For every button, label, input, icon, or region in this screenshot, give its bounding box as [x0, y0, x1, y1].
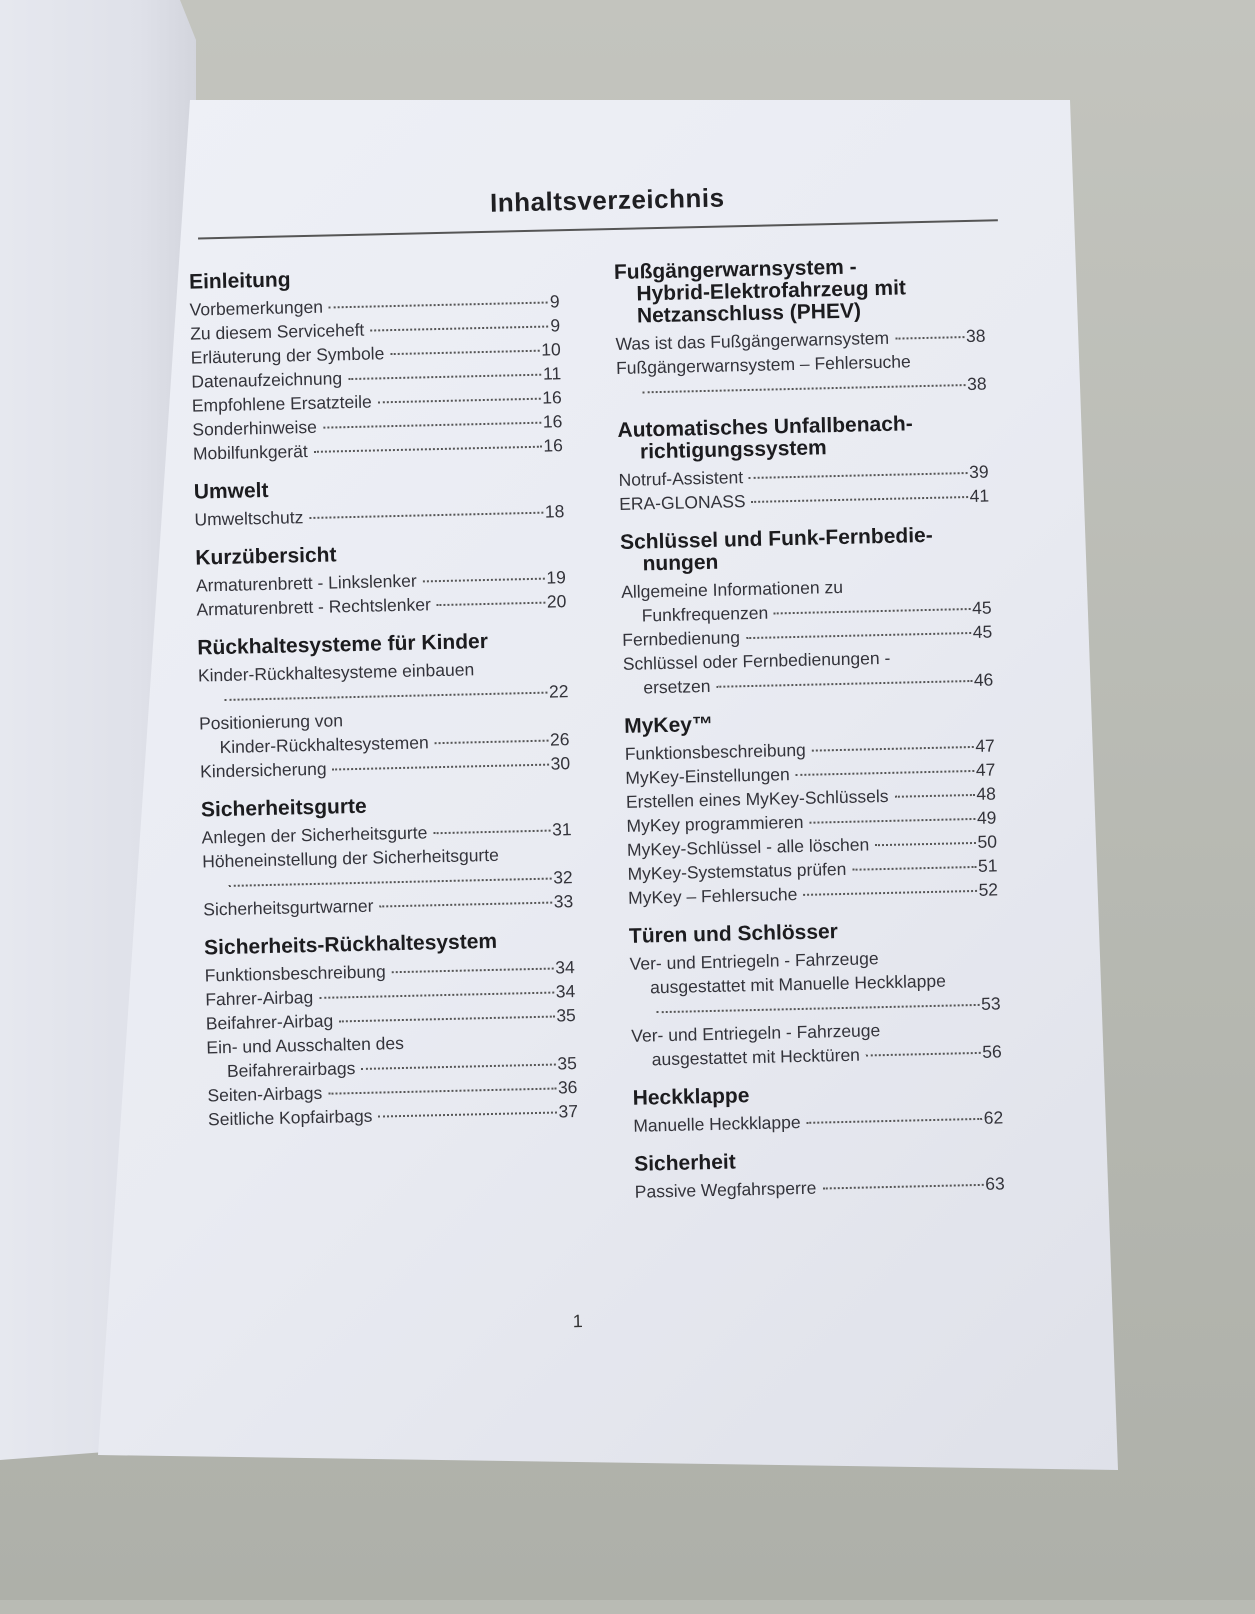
entry-page-number: 34 [554, 957, 575, 978]
dot-leader [749, 472, 967, 479]
dot-leader [894, 794, 974, 798]
entry-page-number: 45 [972, 621, 993, 642]
entry-page-number: 48 [976, 783, 997, 804]
entry-page-number: 41 [969, 485, 990, 506]
toc-section [201, 791, 574, 921]
dot-leader [437, 602, 545, 606]
toc-entry[interactable] [616, 348, 987, 404]
section-heading-line: Sicherheits-Rückhaltesystem [203, 929, 498, 960]
entry-title: Passive Wegfahrsperre [634, 1177, 817, 1202]
entry-page-number: 20 [546, 591, 567, 612]
entry-title: Mobilfunkgerät [192, 441, 308, 464]
toc-section [195, 539, 567, 621]
dot-leader [433, 830, 550, 835]
section-heading [197, 629, 567, 659]
section-heading [201, 791, 571, 821]
dot-leader [796, 770, 974, 776]
dot-leader [319, 992, 554, 999]
entry-title: Manuelle Heckklappe [633, 1111, 801, 1136]
entry-title: Vorbemerkungen [189, 296, 324, 320]
entry-title: Armaturenbrett - Linkslenker [195, 570, 417, 596]
section-heading [629, 917, 999, 947]
dot-leader [657, 1004, 979, 1013]
page-number: 1 [572, 1310, 583, 1332]
section-heading [617, 412, 988, 464]
entry-page-number: 37 [558, 1101, 579, 1122]
entry-title: Empfohlene Ersatzteile [191, 391, 372, 416]
entry-title: Positionierung von [198, 710, 344, 734]
toc-section [614, 254, 987, 404]
toc-section [624, 708, 998, 910]
entry-title-continued: Kinder-Rückhaltesystemen [219, 732, 429, 758]
entry-page-number: 22 [548, 681, 569, 702]
entry-page-number: 30 [550, 753, 571, 774]
entry-title: MyKey – Fehlersuche [627, 884, 798, 908]
entry-title: Fahrer-Airbag [205, 987, 314, 1010]
section-heading-line: Fußgängerwarnsystem - [613, 255, 857, 285]
dot-leader [333, 764, 549, 771]
entry-title: Fußgängerwarnsystem – Fehlersuche [615, 351, 911, 378]
entry-title: Was ist das Fußgängerwarnsystem [615, 327, 890, 354]
entry-title: Sicherheitsgurtwarner [203, 895, 374, 920]
dot-leader [229, 878, 551, 887]
section-heading-line: Umwelt [193, 478, 269, 504]
dot-leader [378, 1112, 556, 1118]
entry-page-number: 18 [544, 501, 565, 522]
section-heading-line: Türen und Schlösser [628, 920, 839, 948]
section-heading-line: Kurzübersicht [195, 543, 337, 570]
dot-leader [423, 578, 545, 583]
entry-title: MyKey-Systemstatus prüfen [627, 858, 847, 884]
section-heading-line: richtigungssystem [639, 436, 827, 464]
dot-leader [329, 302, 548, 309]
entry-title: Kinder-Rückhaltesysteme einbauen [197, 659, 475, 686]
entry-page-number: 53 [980, 993, 1001, 1014]
dot-leader [392, 968, 554, 974]
dot-leader [746, 632, 971, 639]
entry-title: Datenaufzeichnung [191, 368, 343, 392]
entry-page-number: 36 [557, 1077, 578, 1098]
section-heading [195, 539, 565, 569]
dot-leader [390, 350, 539, 355]
dot-leader [895, 336, 964, 340]
toc-section [189, 263, 563, 465]
entry-page-number: 9 [549, 291, 560, 312]
entry-page-number: 16 [543, 435, 564, 456]
toc-entry[interactable] [623, 644, 994, 700]
section-heading [620, 524, 991, 576]
toc-entry[interactable] [194, 499, 564, 531]
toc-section [620, 524, 994, 700]
entry-title: Erläuterung der Symbole [190, 343, 385, 368]
dot-leader [328, 1088, 556, 1095]
entry-title: Umweltschutz [194, 507, 304, 530]
section-heading-line: Automatisches Unfallbenach- [617, 412, 913, 442]
entry-title: Fernbedienung [622, 627, 741, 650]
entry-page-number: 33 [553, 891, 574, 912]
entry-page-number: 50 [977, 831, 998, 852]
entry-title-continued: ausgestattet mit Hecktüren [651, 1044, 861, 1070]
dot-leader [812, 746, 974, 752]
entry-title: Zu diesem Serviceheft [189, 319, 365, 344]
entry-title: Sonderhinweise [192, 416, 318, 440]
entry-page-number: 32 [552, 867, 573, 888]
entry-title: MyKey-Schlüssel - alle löschen [626, 834, 870, 860]
entry-title-continued: Funkfrequenzen [641, 602, 769, 626]
dot-leader [803, 890, 976, 896]
entry-page-number: 35 [556, 1005, 577, 1026]
dot-leader [309, 512, 543, 519]
dot-leader [314, 446, 542, 453]
section-heading-line: Sicherheitsgurte [200, 794, 367, 822]
entry-title: Armaturenbrett - Rechtslenker [196, 594, 432, 620]
toc-entry[interactable] [631, 1015, 1002, 1071]
entry-title: Allgemeine Informationen zu [620, 576, 844, 602]
entry-page-number: 52 [978, 879, 999, 900]
dot-leader [339, 1016, 554, 1023]
section-heading [204, 929, 574, 959]
dot-leader [852, 866, 976, 871]
dot-leader [875, 842, 975, 846]
dot-leader [225, 692, 547, 701]
entry-page-number: 38 [965, 325, 986, 347]
entry-page-number: 16 [542, 387, 562, 408]
entry-title: Ver- und Entriegeln - Fahrzeuge [631, 1020, 881, 1046]
entry-title: Funktionsbeschreibung [624, 739, 806, 764]
section-heading [632, 1079, 1002, 1109]
dot-leader [348, 374, 541, 380]
entry-page-number: 47 [975, 735, 995, 756]
entry-title: Ver- und Entriegeln - Fahrzeuge [629, 948, 879, 974]
dot-leader [716, 680, 971, 688]
entry-page-number: 31 [551, 819, 572, 840]
toc-entry[interactable] [198, 655, 569, 711]
dot-leader [643, 384, 965, 393]
entry-page-number: 56 [982, 1041, 1002, 1062]
entry-page-number: 51 [977, 855, 998, 876]
toc-entry[interactable] [206, 1027, 577, 1083]
entry-page-number: 39 [968, 461, 989, 483]
dot-leader [379, 902, 551, 908]
entry-page-number: 45 [971, 597, 992, 618]
section-heading-line: Netzanschluss (PHEV) [636, 299, 862, 328]
dot-leader [323, 422, 541, 429]
toc-entry[interactable] [621, 572, 992, 628]
section-heading [614, 254, 985, 328]
section-heading-line: nungen [642, 550, 719, 576]
toc-entry[interactable] [633, 1105, 1003, 1137]
entry-page-number: 47 [975, 759, 996, 780]
entry-title: Anlegen der Sicherheitsgurte [201, 822, 428, 848]
toc-section [197, 629, 570, 783]
dot-leader [361, 1064, 555, 1070]
entry-page-number: 35 [557, 1053, 578, 1074]
entry-title: Seiten-Airbags [207, 1082, 323, 1106]
toc-entry[interactable] [635, 1171, 1005, 1203]
toc-right-column [614, 254, 1006, 1220]
entry-page-number: 62 [983, 1107, 1004, 1128]
toc-entry[interactable] [199, 703, 570, 759]
dot-leader [866, 1052, 980, 1057]
entry-title-continued: ersetzen [643, 675, 711, 698]
entry-title: Erstellen eines MyKey-Schlüssels [625, 785, 889, 812]
dot-leader [807, 1118, 982, 1124]
dot-leader [752, 496, 968, 503]
entry-title-continued: Beifahrerairbags [226, 1058, 356, 1081]
entry-title: Notruf-Assistent [618, 467, 744, 490]
entry-page-number: 19 [546, 567, 567, 588]
entry-title: Funktionsbeschreibung [204, 961, 386, 986]
dot-leader [774, 608, 970, 614]
section-heading-line: Hybrid-Elektrofahrzeug mit [636, 276, 907, 306]
entry-page-number: 9 [550, 315, 561, 336]
entry-page-number: 38 [966, 373, 987, 395]
section-heading [624, 708, 994, 738]
section-heading [189, 263, 559, 293]
dot-leader [435, 740, 548, 745]
section-heading-line: Sicherheit [633, 1150, 736, 1176]
dot-leader [822, 1184, 983, 1190]
section-heading [634, 1145, 1004, 1175]
entry-title: Beifahrer-Airbag [205, 1010, 334, 1034]
toc-section [194, 473, 565, 531]
entry-page-number: 49 [976, 807, 997, 828]
toc-section [617, 412, 989, 516]
entry-page-number: 16 [542, 411, 563, 432]
entry-title: Höheneinstellung der Sicherheitsgurte [201, 844, 500, 872]
entry-title: Ein- und Ausschalten des [206, 1032, 405, 1058]
section-heading-line: MyKey™ [623, 712, 714, 738]
entry-page-number: 11 [542, 363, 562, 384]
entry-page-number: 63 [985, 1173, 1005, 1194]
toc-section [629, 917, 1002, 1071]
dot-leader [370, 326, 548, 332]
dot-leader [809, 818, 975, 824]
page-title: Inhaltsverzeichnis [489, 182, 725, 218]
entry-title: ERA-GLONASS [618, 491, 746, 514]
entry-title-continued: ausgestattet mit Manuelle Heckklappe [649, 970, 947, 998]
entry-page-number: 46 [973, 669, 994, 690]
entry-title: Schlüssel oder Fernbedienungen - [622, 647, 891, 674]
section-heading-line: Einleitung [188, 268, 291, 294]
section-heading-line: Rückhaltesysteme für Kinder [197, 629, 489, 660]
entry-page-number: 10 [540, 339, 561, 360]
entry-title: MyKey programmieren [626, 811, 804, 836]
toc-entry[interactable] [202, 841, 573, 897]
toc-section [632, 1079, 1003, 1137]
section-heading [194, 473, 564, 503]
entry-title: Seitliche Kopfairbags [207, 1105, 373, 1130]
section-heading-line: Heckklappe [632, 1084, 750, 1110]
toc-section [634, 1145, 1005, 1203]
dot-leader [378, 398, 541, 404]
toc-left-column [189, 263, 579, 1147]
entry-page-number: 34 [555, 981, 576, 1002]
toc-section [204, 929, 578, 1131]
toc-entry[interactable] [629, 943, 1001, 1023]
entry-page-number: 26 [549, 729, 570, 750]
entry-title: Kindersicherung [199, 758, 327, 782]
section-heading-line: Schlüssel und Funk-Fernbedie- [619, 523, 933, 554]
entry-title: MyKey-Einstellungen [625, 764, 790, 788]
